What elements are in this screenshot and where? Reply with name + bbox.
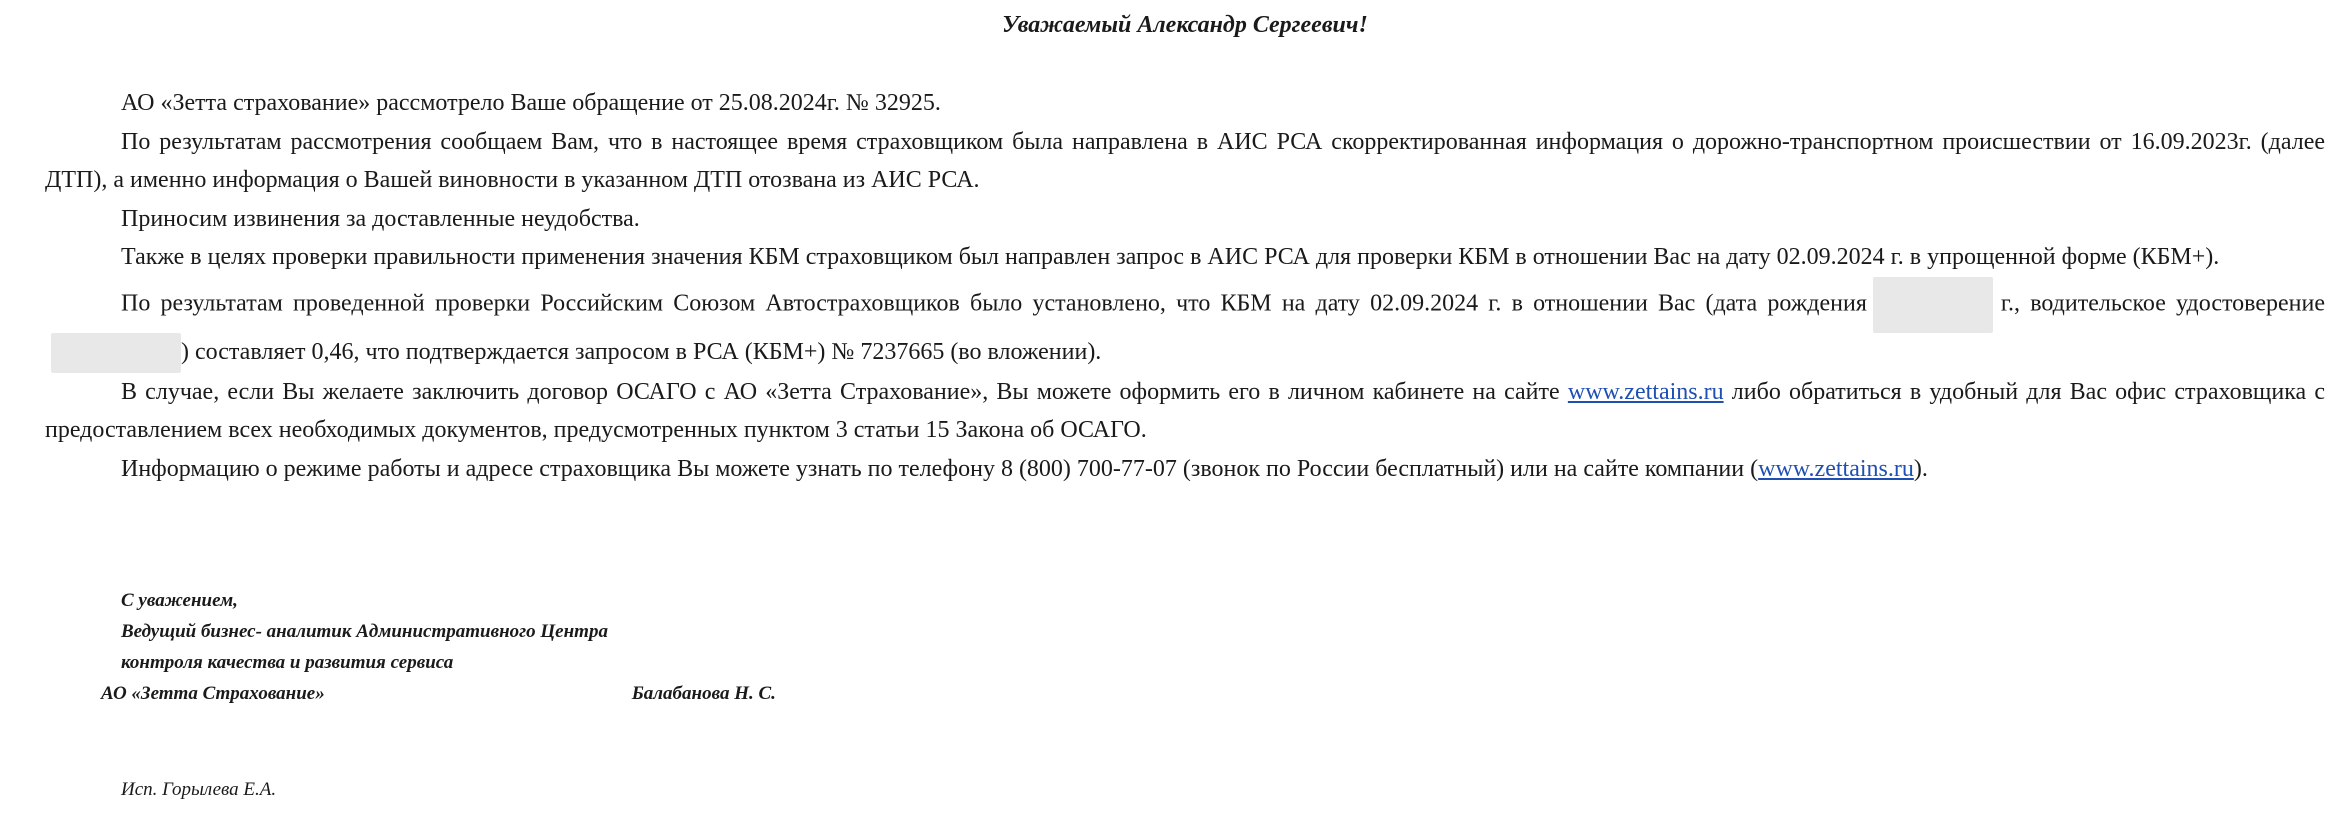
paragraph-text: Информацию о режиме работы и адресе страховщика Вы можете узнать по телефону 8 (800) 700-77-07 (звонок по России бесплатный) или на сайте компании ( [121, 455, 1759, 482]
paragraph-kbm-result [45, 277, 2325, 373]
executor-note: Исп. Горылева Е.А. [121, 779, 277, 800]
paragraph-text: ). [1913, 455, 1928, 482]
signature-name: Балабанова Н. С. [631, 683, 776, 704]
paragraph-text: АО «Зетта страхование» рассмотрело Ваше обращение от 25.08.2024г. № 32925. [121, 90, 941, 116]
paragraph-text: либо обратиться в удобный для Вас офис страховщика с предоставлением всех необходимых документов, предусмотренных пунктом 3 статьи 15 Закона об ОСАГО. [45, 378, 2325, 444]
paragraph-accident-info-withdrawn [45, 123, 2325, 200]
website-link[interactable]: www.zettains.ru [1567, 378, 1724, 405]
paragraph-apology [45, 200, 2325, 239]
signature-closing: С уважением, [121, 590, 238, 611]
redacted-license-number [51, 333, 181, 373]
website-link[interactable]: www.zettains.ru [1758, 455, 1914, 482]
redacted-birth-date [1873, 277, 1993, 333]
paragraph-contact-info [45, 450, 2325, 489]
signature-company: АО «Зетта Страхование» [101, 683, 325, 704]
paragraph-text: ) составляет 0,46, что подтверждается запросом в РСА (КБМ+) № 7237665 (во вложении). [181, 338, 1102, 365]
letter-body [45, 84, 2325, 488]
paragraph-text: Также в целях проверки правильности применения значения КБМ страховщиком был направлен запрос в АИС РСА для проверки КБМ в отношении Вас на дату 02.09.2024 г. в упрощенной форме (КБМ+). [121, 244, 2220, 270]
signature-position-line2: контроля качества и развития сервиса [121, 652, 454, 673]
paragraph-appeal-received [45, 84, 2325, 123]
paragraph-text: По результатам проведенной проверки Российским Союзом Автостраховщиков было установлено, что КБМ на дату 02.09.2024 г. в отношении Вас (дата рождения [121, 290, 1867, 317]
paragraph-text: В случае, если Вы желаете заключить договор ОСАГО с АО «Зетта Страхование», Вы можете оформить его в личном кабинете на сайте [121, 378, 1560, 405]
signature-position-line1: Ведущий бизнес- аналитик Административного Центра [121, 621, 608, 642]
paragraph-text: По результатам рассмотрения сообщаем Вам, что в настоящее время страховщиком была направлена в АИС РСА скорректированная информация о дорожно-транспортном происшествии от 16.09.2023г. (далее ДТП), а именно информация о Вашей виновности в указанном ДТП отозвана из АИС РСА. [45, 128, 2325, 193]
paragraph-kbm-request [45, 238, 2325, 277]
signature-block [45, 585, 776, 709]
signature-company-row [45, 678, 776, 709]
paragraph-osago-offer [45, 373, 2325, 450]
greeting-heading: Уважаемый Александр Сергеевич! [1002, 12, 1368, 38]
paragraph-text: г., водительское удостоверение [2000, 290, 2325, 317]
paragraph-text: Приносим извинения за доставленные неудобства. [121, 205, 640, 232]
